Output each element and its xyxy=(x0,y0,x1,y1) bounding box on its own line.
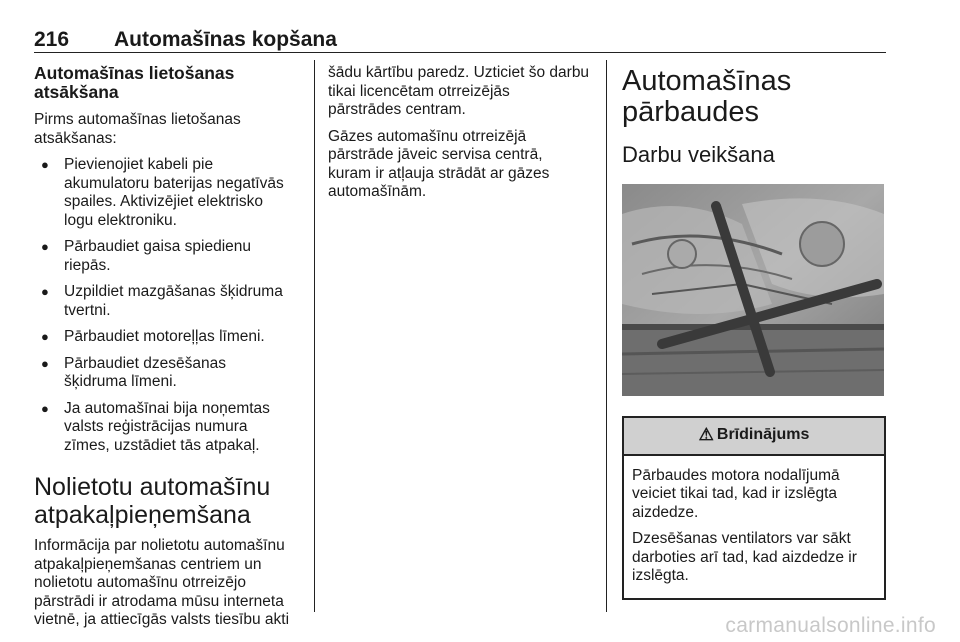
warning-text-ignition: Pārbaudes motora nodalījumā veiciet tikai tad, kad ir izslēgta aizdedze. xyxy=(632,466,840,521)
startup-checklist xyxy=(34,156,308,455)
list-item: ● Pievienojiet kabeli pie akumulatoru baterijas negatīvās spailes. Aktivizējiet elektrisko logu elektroniku. xyxy=(34,156,308,230)
warning-label: Brīdinājums xyxy=(716,426,810,444)
warning-text-fan: Dzesēšanas ventilators var sākt darboties arī tad, kad aizdedze ir izslēgta. xyxy=(632,530,857,584)
startup-intro: Pirms automašīnas lietošanas atsākšanas: xyxy=(34,111,241,147)
warning-body xyxy=(624,456,884,598)
page-number: 216 xyxy=(34,28,70,51)
gas-vehicle-recycling-text: Gāzes automašīnu otrreizējā pārstrāde jāveic servisa centrā, kuram ir atļauja strādāt ar gāzes automašīnām. xyxy=(328,127,550,200)
list-item: ● Pārbaudiet gaisa spiedienu riepās. xyxy=(34,238,308,275)
list-item: ● Pārbaudiet motoreļļas līmeni. xyxy=(34,328,308,347)
column-right xyxy=(622,64,886,600)
column-middle xyxy=(328,64,598,210)
list-item: ● Uzpildiet mazgāšanas šķidruma tvertni. xyxy=(34,283,308,320)
list-item: ● Ja automašīnai bija noņemtas valsts reģistrācijas numura zīmes, uzstādiet tās atpakaļ. xyxy=(34,400,308,456)
column-left xyxy=(34,64,308,638)
recycling-text: Informācija par nolietotu automašīnu atpakaļpieņemšanas centriem un nolietotu automašīnu otrreizējo pārstrādi ir atrodama mūsu interneta vietnē, ja attiecīgās valsts tiesību akti xyxy=(34,537,290,628)
section-heading-recycling: Nolietotu automašīnu atpakaļpieņemšana xyxy=(34,473,271,529)
section-title-checks: Automašīnas pārbaudes xyxy=(622,65,792,128)
subsection-title-work: Darbu veikšana xyxy=(622,142,775,167)
warning-header xyxy=(624,418,884,456)
engine-compartment-photo xyxy=(622,184,884,396)
watermark: carmanualsonline.info xyxy=(725,614,936,637)
recycling-text-continued: šādu kārtību paredz. Uzticiet šo darbu tikai licencētam otrreizējās pārstrādes centram. xyxy=(328,64,590,118)
chapter-title: Automašīnas kopšana xyxy=(114,28,337,51)
column-divider-left xyxy=(314,60,315,612)
list-item: ● Pārbaudiet dzesēšanas šķidruma līmeni. xyxy=(34,355,308,392)
section-heading-startup: Automašīnas lietošanas atsākšana xyxy=(34,63,235,102)
warning-box xyxy=(622,416,886,600)
warning-triangle-icon: ⚠ xyxy=(698,425,714,445)
column-divider-right xyxy=(606,60,607,612)
page-header xyxy=(34,28,886,53)
